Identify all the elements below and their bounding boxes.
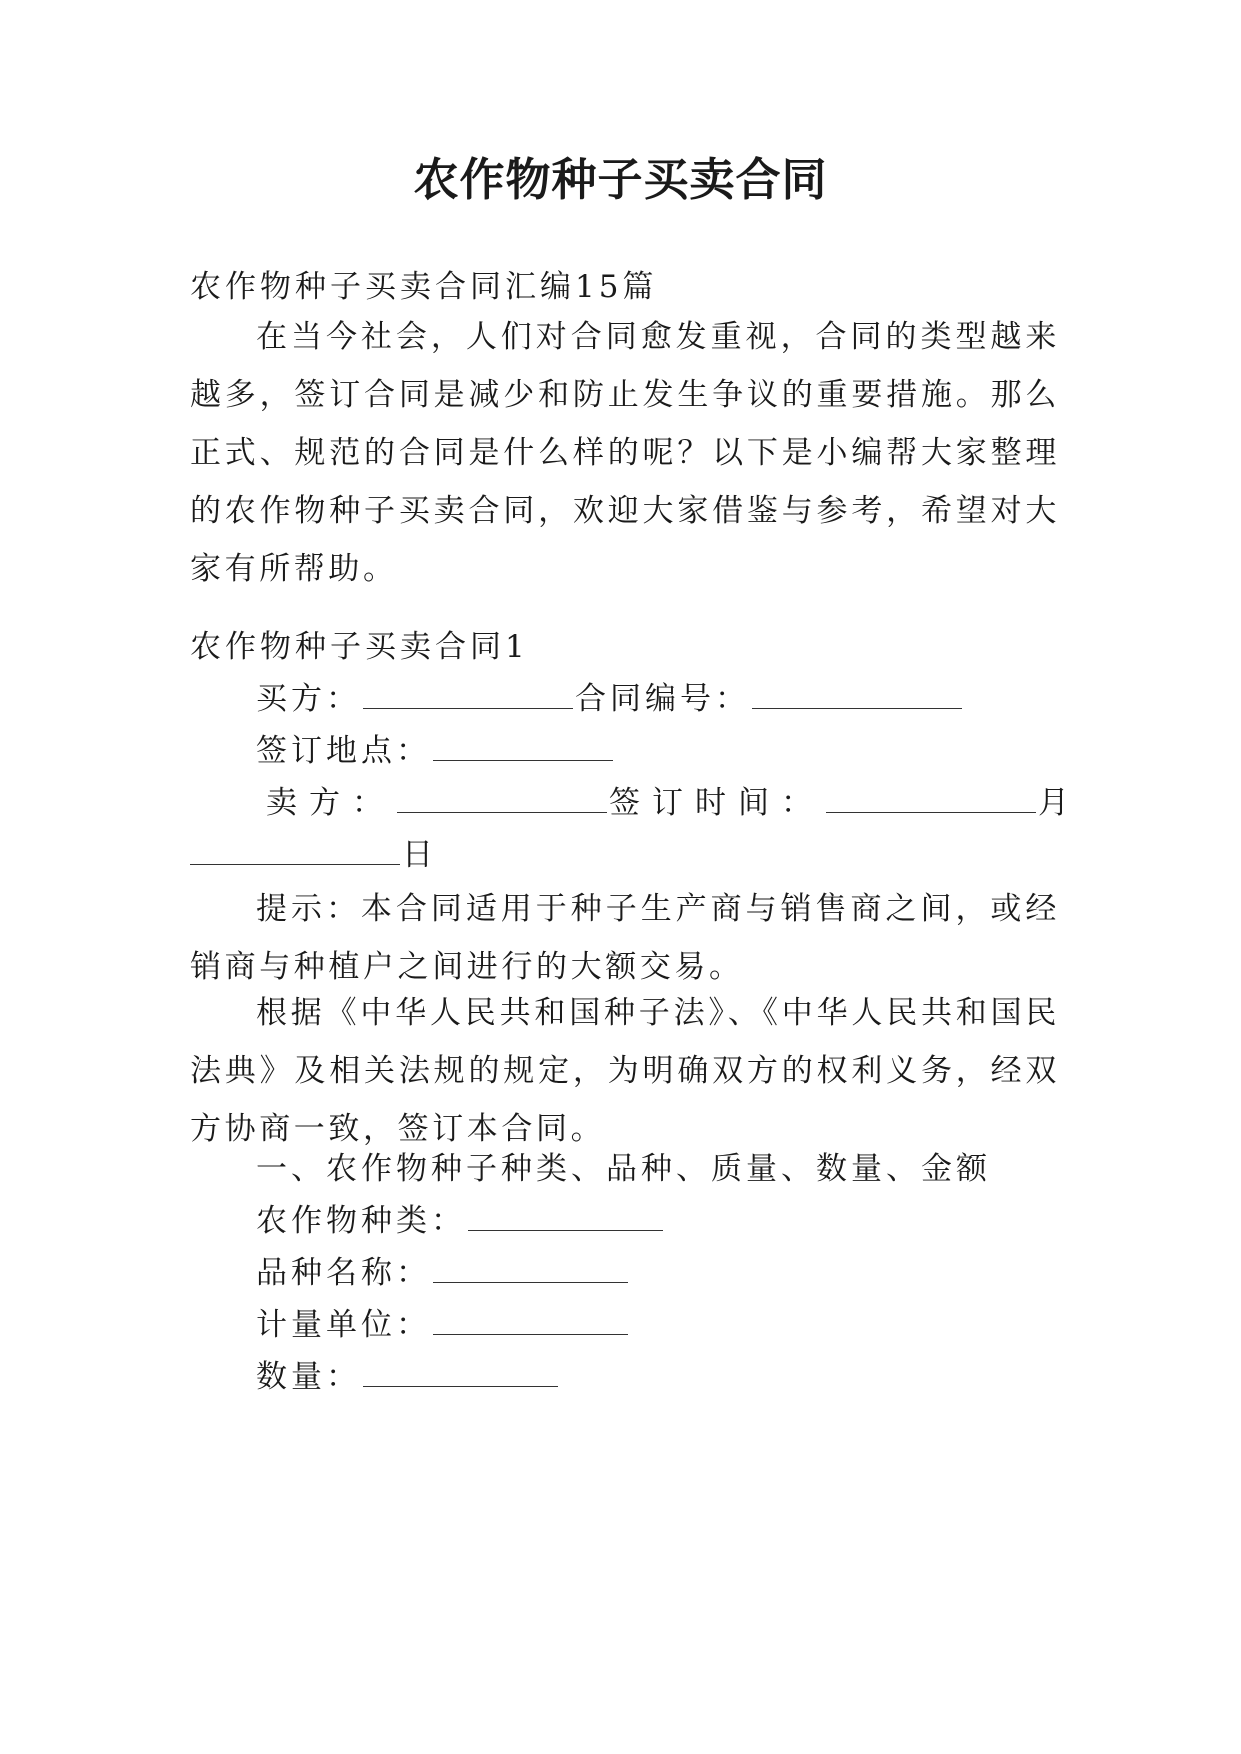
crop-type-label: 农作物种类： [256, 1203, 466, 1239]
unit-label: 计量单位： [256, 1307, 431, 1343]
day-line [190, 826, 1060, 884]
seller-blank [397, 786, 607, 813]
contract-no-blank [752, 682, 962, 709]
buyer-blank [363, 682, 573, 709]
hint-paragraph: 提示：本合同适用于种子生产商与销售商之间，或经销商与种植户之间进行的大额交易。 [190, 891, 1060, 985]
intro-paragraph: 在当今社会，人们对合同愈发重视，合同的类型越来越多，签订合同是减少和防止发生争议的重要措施。那么正式、规范的合同是什么样的呢？以下是小编帮大家整理的农作物种子买卖合同，欢迎大家借鉴与参考，希望对大家有所帮助。 [190, 319, 1060, 587]
sign-place-blank [433, 734, 613, 761]
variety-blank [433, 1256, 628, 1283]
quantity-blank [363, 1360, 558, 1387]
document-title: 农作物种子买卖合同 [413, 153, 828, 206]
basis-paragraph: 根据《中华人民共和国种子法》、《中华人民共和国民法典》及相关法规的规定，为明确双方的权利义务，经双方协商一致，签订本合同。 [190, 995, 1060, 1147]
clause-heading: 一、农作物种子种类、品种、质量、数量、金额 [256, 1151, 991, 1187]
sign-place-line [190, 722, 1060, 780]
variety-line [190, 1244, 1060, 1302]
quantity-line [190, 1348, 1060, 1406]
seller-line [190, 774, 1073, 832]
unit-line [190, 1296, 1060, 1354]
document-subtitle: 农作物种子买卖合同汇编15篇 [190, 269, 658, 305]
contract-no-label: 合同编号： [575, 681, 750, 717]
sign-place-label: 签订地点： [256, 733, 431, 769]
section-heading: 农作物种子买卖合同1 [190, 629, 529, 665]
day-label: 日 [402, 837, 437, 873]
crop-type-line [190, 1192, 1060, 1250]
month-label: 月 [1038, 785, 1073, 821]
unit-blank [433, 1308, 628, 1335]
seller-label: 卖方： [266, 785, 395, 821]
sign-time-label: 签订时间： [609, 785, 824, 821]
crop-type-blank [468, 1204, 663, 1231]
buyer-line [190, 670, 1060, 728]
day-blank [190, 838, 400, 865]
quantity-label: 数量： [256, 1359, 361, 1395]
buyer-label: 买方： [256, 681, 361, 717]
sign-time-blank [826, 786, 1036, 813]
variety-label: 品种名称： [256, 1255, 431, 1291]
